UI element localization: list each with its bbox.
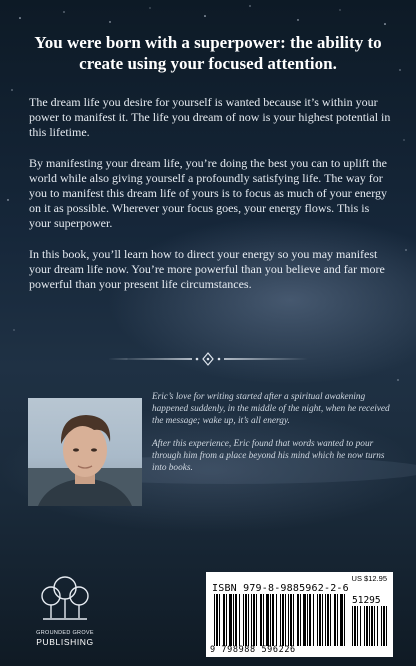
barcode-bar — [300, 594, 301, 646]
barcode-bar — [266, 594, 269, 646]
barcode-bar — [297, 594, 299, 646]
barcode-bar — [288, 594, 289, 646]
barcode-bar — [377, 606, 378, 646]
barcode-bar — [233, 594, 234, 646]
addon-barcode-icon — [352, 606, 388, 646]
tree-grove-icon — [39, 574, 91, 624]
barcode-bar — [293, 594, 294, 646]
barcode-bar — [256, 594, 257, 646]
author-portrait-icon — [28, 398, 142, 506]
barcode-bar — [337, 594, 338, 646]
barcode-bar — [280, 594, 281, 646]
barcode-bar — [317, 594, 318, 646]
barcode-bar — [327, 594, 329, 646]
barcode-bar — [340, 594, 343, 646]
bio-paragraph: Eric’s love for writing started after a spiritual awakening happened suddenly, in the middle of the night, when he received the message; wake up, it’s all energy. — [152, 392, 390, 427]
barcode-bar — [330, 594, 331, 646]
barcode-bar — [219, 594, 220, 646]
barcode-bar — [229, 594, 232, 646]
barcode-bar — [251, 594, 252, 646]
barcode-bar — [214, 594, 215, 646]
barcode-bar — [386, 606, 387, 646]
headline: You were born with a superpower: the ability to create using your focused attention. — [34, 33, 382, 73]
barcode-bar — [383, 606, 385, 646]
barcode-bar — [239, 594, 240, 646]
barcode-bar — [272, 594, 274, 646]
barcode-bar — [243, 594, 244, 646]
barcode-bar — [344, 594, 345, 646]
price-addon-code: 51295 — [352, 595, 381, 606]
barcode-bar — [366, 606, 368, 646]
barcode-bar — [245, 594, 247, 646]
description — [29, 95, 391, 307]
bio-paragraph: After this experience, Eric found that words wanted to pour through him from a place beyond his mind which he now turns into books. — [152, 438, 385, 474]
barcode-bar — [235, 594, 237, 646]
barcode-bar — [263, 594, 264, 646]
barcode-bar — [360, 606, 361, 646]
barcode-bar — [276, 594, 277, 646]
barcode-bar — [334, 594, 336, 646]
barcode-bar — [319, 594, 321, 646]
barcode-bar — [354, 606, 356, 646]
barcode-bar — [285, 594, 286, 646]
barcode-bar — [253, 594, 255, 646]
barcode-bar — [226, 594, 227, 646]
price: US $12.95 — [351, 574, 387, 583]
barcode-bar — [325, 594, 326, 646]
barcode-bar — [216, 594, 218, 646]
barcode-bar — [260, 594, 262, 646]
publisher-name-line1: GROUNDED GROVE — [36, 630, 94, 636]
author-photo — [28, 398, 142, 506]
barcode-icon — [214, 594, 346, 646]
barcode-bar — [369, 606, 370, 646]
barcode-bar — [270, 594, 271, 646]
description-paragraph: The dream life you desire for yourself is wanted because it’s within your power to manifest it. The life you dream of now is your highest potential in this lifetime. — [29, 95, 391, 140]
publisher-name-line2: PUBLISHING — [36, 637, 94, 647]
barcode-bar — [357, 606, 358, 646]
barcode-bar — [223, 594, 225, 646]
description-paragraph: In this book, you’ll learn how to direct your energy so you may manifest your dream life now. You’re more powerful than you believe and far more powerful than your present life circumstances. — [29, 246, 385, 292]
barcode-bar — [309, 594, 311, 646]
isbn-text: ISBN 979-8-9885962-2-6 — [212, 583, 349, 594]
barcode-bar — [374, 606, 375, 646]
barcode-bar — [371, 606, 373, 646]
ean-digits: 9 798988 596226 — [210, 645, 296, 655]
barcode-bar — [381, 606, 382, 646]
barcode-bar — [364, 606, 365, 646]
barcode-bar — [290, 594, 292, 646]
barcode-bar — [303, 594, 306, 646]
barcode-bar — [313, 594, 314, 646]
ornament-divider — [108, 352, 308, 366]
publisher-logo — [26, 574, 104, 654]
barcode-bar — [352, 606, 353, 646]
barcode-bar — [322, 594, 323, 646]
author-bio — [152, 391, 392, 484]
description-paragraph: By manifesting your dream life, you’re doing the best you can to uplift the world while also giving yourself a profoundly satisfying life. The way for you to manifest this dream life of yours is to focus as much of your energy on it as possible. Wherever your focus goes, your energy flows. This is your superpower. — [29, 155, 388, 231]
barcode-bar — [248, 594, 249, 646]
barcode-bar — [282, 594, 284, 646]
barcode-panel — [206, 572, 393, 657]
barcode-bar — [307, 594, 308, 646]
